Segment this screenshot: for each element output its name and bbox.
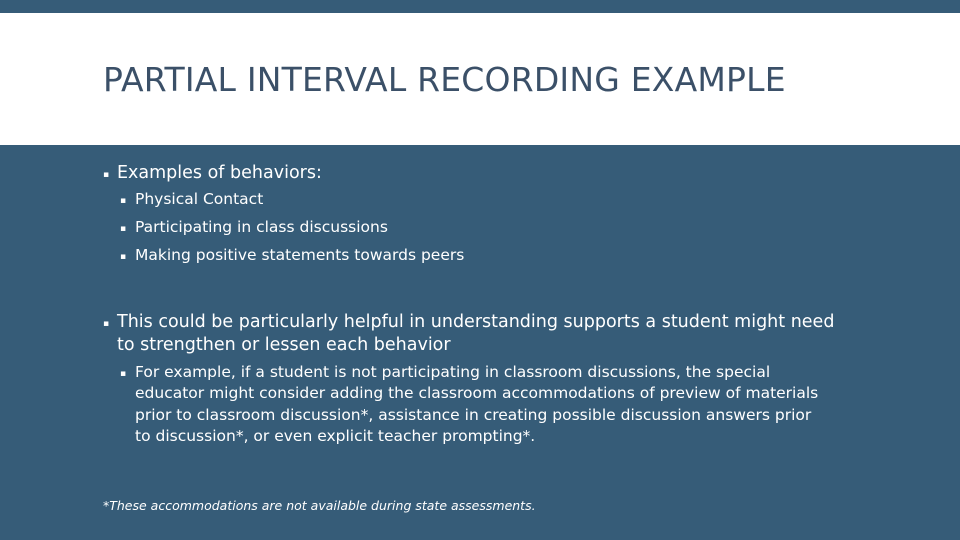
footnote: *These accommodations are not available during state assessments. (103, 498, 536, 513)
bullet-marker: ▪ (120, 369, 127, 379)
section2-heading-line2: to strengthen or lessen each behavior (117, 335, 451, 355)
behavior-item: Making positive statements towards peers (135, 246, 465, 264)
bullet-marker: ▪ (120, 196, 127, 206)
slide-title: PARTIAL INTERVAL RECORDING EXAMPLE (103, 60, 786, 99)
bullet-marker: ▪ (120, 224, 127, 234)
example-line: to discussion*, or even explicit teacher prompting*. (135, 427, 536, 445)
example-line: prior to classroom discussion*, assistance in creating possible discussion answers prior (135, 406, 812, 424)
bullet-marker: ▪ (120, 252, 127, 262)
example-line: For example, if a student is not participating in classroom discussions, the special (135, 363, 771, 381)
section2-heading-line1: This could be particularly helpful in understanding supports a student might need (117, 312, 835, 332)
example-line: educator might consider adding the classroom accommodations of preview of materials (135, 384, 819, 402)
behavior-item: Participating in class discussions (135, 218, 388, 236)
section1-heading: Examples of behaviors: (117, 163, 322, 183)
bullet-marker: ▪ (103, 170, 110, 180)
bullet-marker: ▪ (103, 319, 110, 329)
behavior-item: Physical Contact (135, 190, 264, 208)
